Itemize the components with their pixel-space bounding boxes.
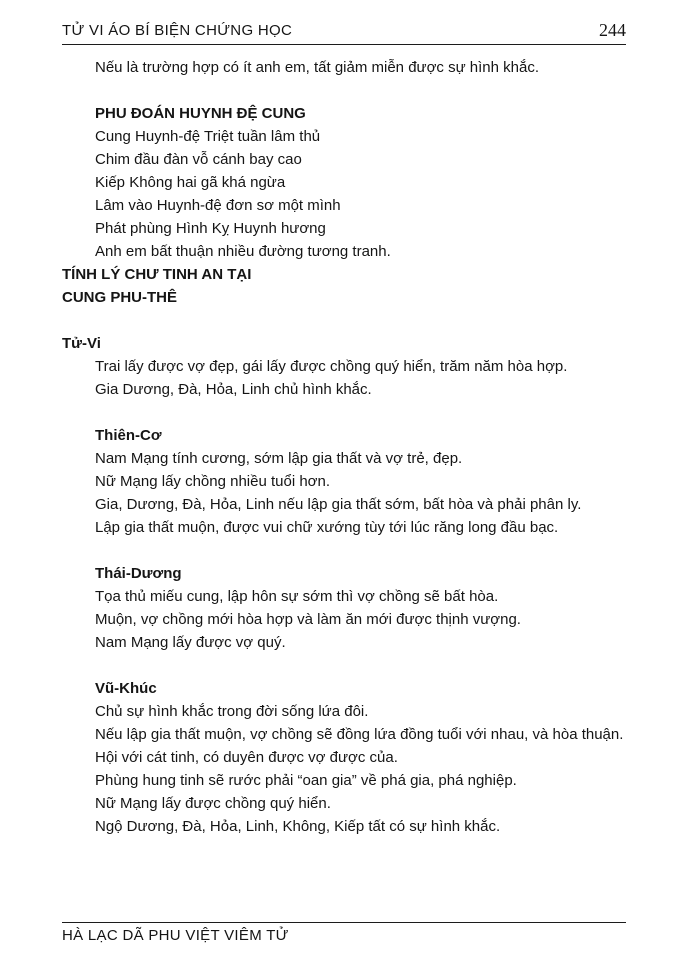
text-line: Phát phùng Hình Kỵ Huynh hương: [95, 220, 326, 237]
page-footer: [62, 922, 626, 944]
text-line: Ngộ Dương, Đà, Hỏa, Linh, Không, Kiếp tất có sự hình khắc.: [95, 818, 501, 835]
text-line: Nữ Mạng lấy chồng nhiều tuổi hơn.: [95, 473, 331, 490]
text-line: Lâm vào Huynh-đệ đơn sơ một mình: [95, 197, 341, 214]
text-line: Gia Dương, Đà, Hỏa, Linh chủ hình khắc.: [95, 381, 372, 398]
text-line: Tọa thủ miếu cung, lập hôn sự sớm thì vợ chồng sẽ bất hòa.: [95, 588, 499, 605]
text-line: Cung Huynh-đệ Triệt tuần lâm thủ: [95, 128, 321, 145]
text-line: Chim đầu đàn vỗ cánh bay cao: [95, 151, 302, 168]
running-title: TỬ VI ÁO BÍ BIỆN CHỨNG HỌC: [62, 22, 293, 39]
text-line: Trai lấy được vợ đẹp, gái lấy được chồng quý hiển, trăm năm hòa hợp.: [95, 358, 568, 375]
text-line: Chủ sự hình khắc trong đời sống lứa đôi.: [95, 703, 369, 720]
text-line: Muộn, vợ chồng mới hòa hợp và làm ăn mới được thịnh vượng.: [95, 611, 521, 628]
text-line: Nam Mạng lấy được vợ quý.: [95, 634, 286, 651]
text-line: Nếu lập gia thất muộn, vợ chồng sẽ đồng lứa đồng tuổi với nhau, và hòa thuận.: [95, 726, 624, 743]
section-heading: Thiên-Cơ: [95, 427, 162, 444]
section-heading: CUNG PHU-THÊ: [62, 289, 177, 306]
text-line: Phùng hung tinh sẽ rước phải “oan gia” về phá gia, phá nghiệp.: [95, 772, 517, 789]
section-heading: TÍNH LÝ CHƯ TINH AN TẠI: [62, 266, 252, 283]
text-line: Hội với cát tinh, có duyên được vợ được của.: [95, 749, 398, 766]
page-body: [62, 56, 646, 838]
footer-author: HÀ LẠC DÃ PHU VIỆT VIÊM TỬ: [62, 927, 289, 944]
text-line: Nữ Mạng lấy được chồng quý hiển.: [95, 795, 331, 812]
text-line: Kiếp Không hai gã khá ngừa: [95, 174, 286, 191]
text-line: Lập gia thất muộn, được vui chữ xướng tùy tới lúc răng long đầu bạc.: [95, 519, 559, 536]
section-heading: PHU ĐOÁN HUYNH ĐỆ CUNG: [95, 105, 306, 122]
text-line: Gia, Dương, Đà, Hỏa, Linh nếu lập gia thất sớm, bất hòa và phải phân ly.: [95, 496, 582, 513]
page-header: [62, 0, 626, 45]
section-heading: Vũ-Khúc: [95, 680, 157, 697]
section-heading: Tử-Vi: [62, 335, 101, 352]
page-number: 244: [599, 20, 626, 40]
text-line: Nếu là trường hợp có ít anh em, tất giảm miễn được sự hình khắc.: [95, 59, 540, 76]
text-line: Nam Mạng tính cương, sớm lập gia thất và vợ trẻ, đẹp.: [95, 450, 463, 467]
section-heading: Thái-Dương: [95, 565, 182, 582]
text-line: Anh em bất thuận nhiều đường tương tranh.: [95, 243, 391, 260]
